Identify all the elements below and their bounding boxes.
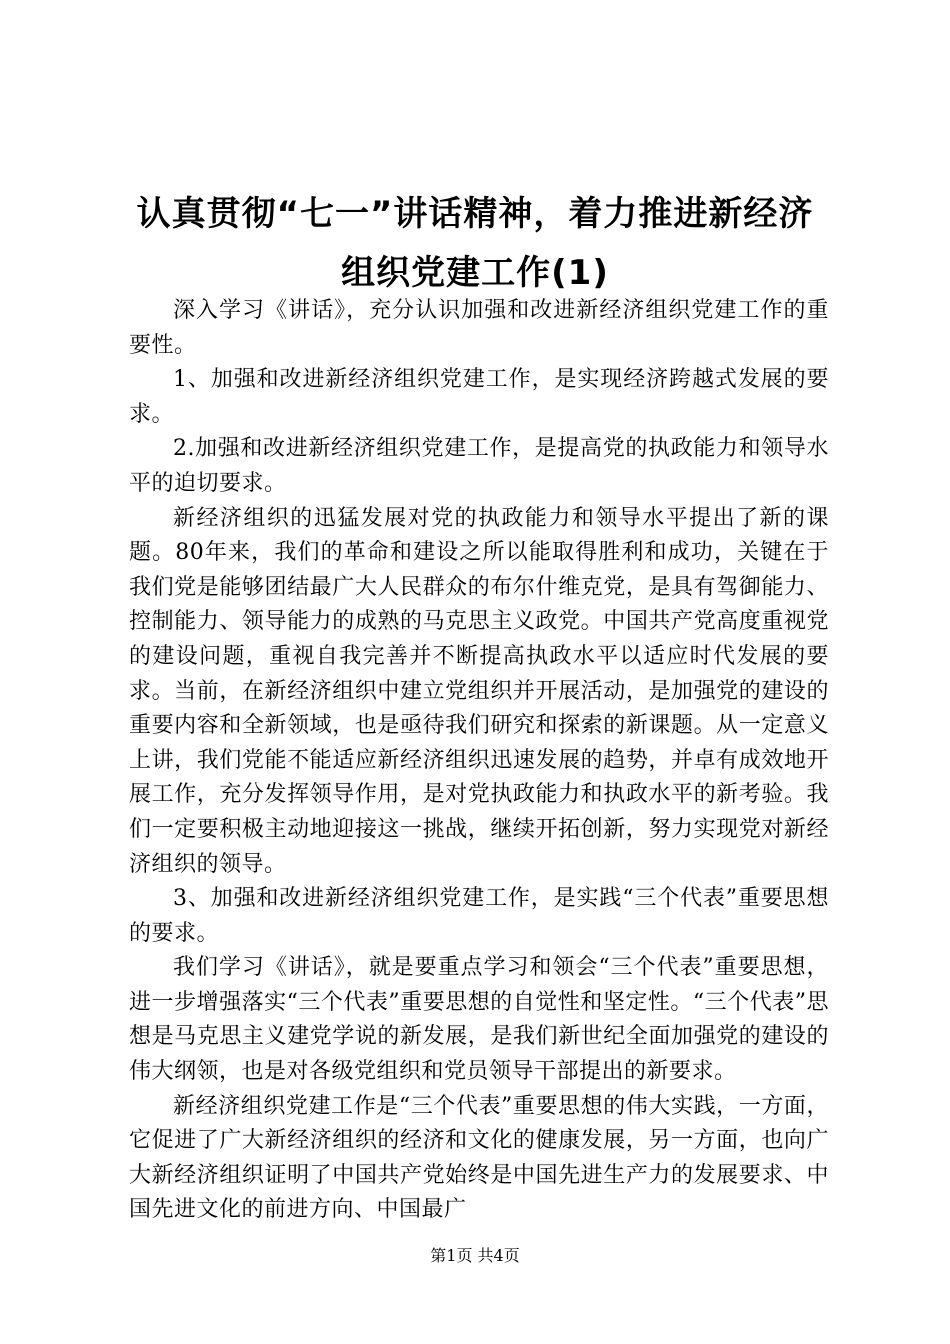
paragraph: 新经济组织的迅猛发展对党的执政能力和领导水平提出了新的课题。80年来，我们的革命和建设之所以能取得胜利和成功，关键在于我们党是能够团结最广大人民群众的布尔什维克党，是具有驾御能力、控制能力、领导能力的成熟的马克思主义政党。中国共产党高度重视党的建设问题，重视自我完善并不断提高执政水平以适应时代发展的要求。当前，在新经济组织中建立党组织并开展活动，是加强党的建设的重要内容和全新领域，也是亟待我们研究和探索的新课题。从一定意义上讲，我们党能不能适应新经济组织迅速发展的趋势，并卓有成效地开展工作，充分发挥领导作用，是对党执政能力和执政水平的新考验。我们一定要积极主动地迎接这一挑战，继续开拓创新，努力实现党对新经济组织的领导。 [129, 505, 829, 877]
paragraph: 2.加强和改进新经济组织党建工作，是提高党的执政能力和领导水平的迫切要求。 [129, 436, 829, 496]
paragraph: 1、加强和改进新经济组织党建工作，是实现经济跨越式发展的要求。 [129, 367, 829, 427]
paragraph: 我们学习《讲话》，就是要重点学习和领会“三个代表”重要思想，进一步增强落实“三个代表”重要思想的自觉性和坚定性。“三个代表”思想是马克思主义建党学说的新发展，是我们新世纪全面加强党的建设的伟大纲领，也是对各级党组织和党员领导干部提出的新要求。 [129, 955, 829, 1085]
paragraph: 深入学习《讲话》，充分认识加强和改进新经济组织党建工作的重要性。 [129, 298, 829, 358]
document-title-line-2: 组织党建工作(1) [341, 253, 609, 293]
document-body [129, 294, 829, 1228]
paragraph: 3、加强和改进新经济组织党建工作，是实践“三个代表”重要思想的要求。 [129, 886, 829, 946]
paragraph: 新经济组织党建工作是“三个代表”重要思想的伟大实践，一方面，它促进了广大新经济组织的经济和文化的健康发展，另一方面，也向广大新经济组织证明了中国共产党始终是中国先进生产力的发展要求、中国先进文化的前进方向、中国最广 [129, 1093, 829, 1223]
document-title-line-1: 认真贯彻“七一”讲话精神，着力推进新经济 [136, 194, 814, 234]
page-number-footer: 第1页 共4页 [430, 1246, 520, 1265]
